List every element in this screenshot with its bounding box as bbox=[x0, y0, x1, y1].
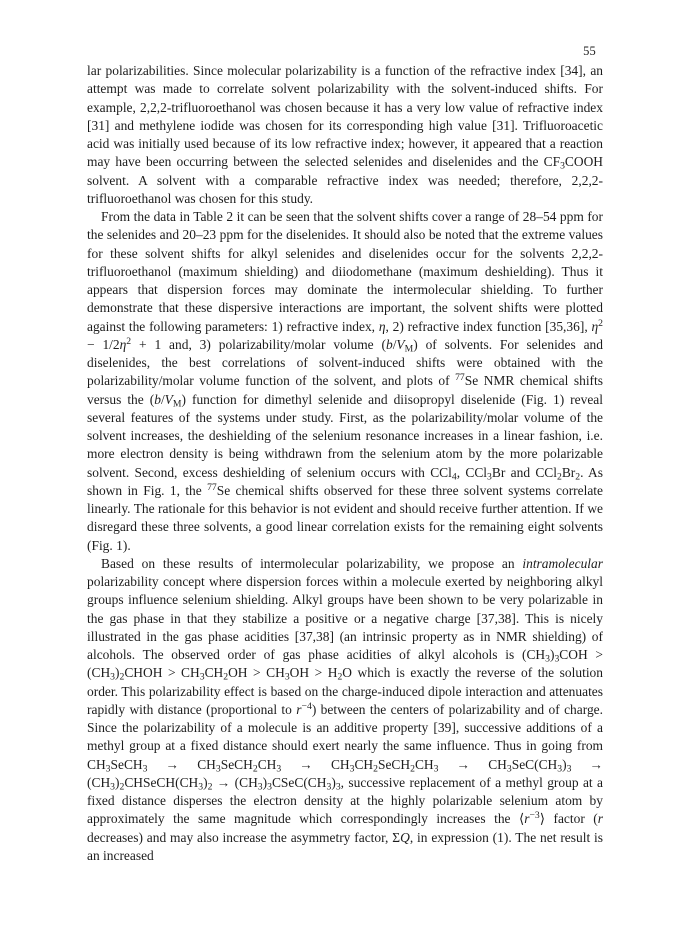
subscript: 3 bbox=[554, 653, 560, 665]
text-run: COH > (CH bbox=[87, 647, 603, 681]
text-run: Se NMR chemical shifts versus the ( bbox=[87, 373, 603, 407]
subscript: 2 bbox=[223, 671, 229, 683]
subscript: 3 bbox=[433, 763, 439, 775]
text-run: → (CH bbox=[212, 774, 258, 790]
superscript: 77 bbox=[207, 481, 217, 493]
text-run: SeCH bbox=[220, 756, 253, 772]
text-run: Br and CCl bbox=[491, 464, 557, 480]
text-run: → CH bbox=[438, 756, 507, 772]
text-run: → (CH bbox=[87, 756, 604, 790]
subscript: 3 bbox=[557, 763, 563, 775]
subscript: 3 bbox=[198, 781, 204, 793]
italic-run: r bbox=[597, 811, 603, 827]
text-run: → CH bbox=[147, 756, 216, 772]
subscript: 3 bbox=[349, 763, 355, 775]
text-run: CSeC(CH bbox=[271, 774, 327, 790]
subscript: 2 bbox=[575, 471, 581, 483]
subscript: 3 bbox=[335, 781, 341, 793]
superscript: 77 bbox=[455, 372, 465, 384]
text-run: Based on these results of intermolecular polarizability, we propose an bbox=[101, 555, 523, 571]
subscript: 3 bbox=[284, 671, 290, 683]
subscript: 2 bbox=[119, 781, 125, 793]
text-run: ) bbox=[203, 774, 208, 790]
text-run: CHOH > CH bbox=[124, 665, 200, 681]
text-run: OH > H bbox=[289, 665, 338, 681]
italic-run: r bbox=[524, 811, 530, 827]
subscript: 2 bbox=[119, 671, 125, 683]
text-run: → CH bbox=[281, 756, 350, 772]
text-run: O which is exactly the reverse of the solution order. This polarizability effect is based on the charge-induced dipole interaction and attenuates rapidly with distance (proportional to bbox=[87, 665, 603, 717]
subscript: 3 bbox=[487, 471, 492, 483]
subscript: 2 bbox=[410, 763, 415, 775]
italic-run: b bbox=[385, 336, 393, 352]
text-run: + 1 and, 3) polarizability/molar volume ( bbox=[131, 336, 386, 352]
text-run: ) bbox=[549, 647, 555, 662]
text-run: , successive replacement of a methyl group at a fixed distance disperses the electron density at the highly polarizable selenium atom by approximately the same magnitude which correspondingly increases the ⟨ bbox=[87, 774, 603, 827]
paragraph-solvent-polarizability bbox=[87, 62, 603, 208]
subscript: 2 bbox=[207, 781, 213, 793]
italic-run: b bbox=[154, 391, 161, 407]
subscript: 3 bbox=[215, 763, 221, 775]
text-run: ) bbox=[115, 774, 120, 790]
subscript: 2 bbox=[252, 763, 258, 775]
superscript: −3 bbox=[529, 810, 540, 822]
italic-run: η bbox=[591, 318, 599, 334]
text-run: ) bbox=[562, 756, 567, 772]
text-run: ) of solvents. For selenides and diselenides, the best correlations of solvent-induced shifts were obtained with the polarizability/molar volume function of the solvent, and plots of bbox=[87, 336, 603, 389]
paragraph-intramolecular-polarizability bbox=[87, 555, 603, 865]
italic-run: intramolecular bbox=[522, 555, 603, 571]
subscript: 4 bbox=[451, 471, 457, 483]
paragraph-solvent-shifts bbox=[87, 208, 603, 555]
text-run: ⟩ factor ( bbox=[539, 811, 598, 827]
text-run: decreases) and may also increase the asymmetry factor, Σ bbox=[87, 829, 401, 845]
text-run: OH > CH bbox=[228, 665, 285, 681]
subscript: 2 bbox=[337, 671, 343, 683]
text-run: CH bbox=[354, 756, 374, 772]
subscript: M bbox=[172, 398, 182, 410]
text-run: Br bbox=[561, 464, 576, 480]
italic-run: r bbox=[296, 701, 302, 717]
text-run: − 1/2 bbox=[87, 336, 120, 352]
subscript: 3 bbox=[105, 763, 111, 775]
italic-run: η bbox=[119, 336, 127, 352]
subscript: 3 bbox=[110, 781, 115, 793]
subscript: 3 bbox=[326, 781, 332, 793]
text-run: From the data in Table 2 it can be seen that the solvent shifts cover a range of 28–54 ppm for the selenides and 20–23 ppm for the diselenides. It should also be noted that the extreme values for these solvent shifts for alkyl selenides and diselenides occur for the solvents 2,2,2-trifluoroethanol (maximum shielding) and diiodomethane (maximum deshielding). Thus it appears that dispersion forces may dominate the intermolecular shielding. To further demonstrate that these dispersive interactions are important, the solvent shifts were plotted against the following parameters: 1) refractive index, bbox=[87, 209, 603, 334]
text-run: . As shown in Fig. 1, the bbox=[87, 464, 603, 498]
superscript: 2 bbox=[598, 317, 603, 329]
text-run: ) bbox=[115, 665, 120, 681]
subscript: 2 bbox=[557, 471, 562, 483]
italic-run: V bbox=[396, 336, 405, 352]
subscript: 3 bbox=[110, 671, 115, 683]
text-run: , CCl bbox=[456, 464, 488, 480]
text-run: / bbox=[160, 391, 165, 407]
subscript: 3 bbox=[257, 781, 263, 793]
text-run: CH bbox=[204, 665, 224, 681]
subscript: 3 bbox=[199, 671, 205, 683]
subscript: 3 bbox=[560, 160, 565, 172]
subscript: 3 bbox=[566, 763, 572, 775]
text-run: polarizability concept where dispersion forces within a molecule exerted by neighboring alkyl groups influence selenium shielding. Alkyl groups have been shown to be very polarizable in the gas phase in that they stabilize a positive or a negative charge [37,38]. This is nicely illustrated in the gas phase acidities [37,38] (an intrinsic property as in NMR shielding) of alcohols. The observed order of gas phase acidities of alkyl alcohols is (CH bbox=[87, 574, 603, 662]
subscript: M bbox=[404, 343, 414, 355]
text-run: SeCH bbox=[110, 756, 143, 772]
italic-run: V bbox=[164, 391, 173, 407]
subscript: 3 bbox=[545, 653, 550, 665]
text-run: ) between the centers of polarizability and of charge. Since the polarizability of a molecule is an additive property [39], successive additions of a methyl group at a fixed distance should exert nearly the same influence. Thus in going from CH bbox=[87, 701, 603, 772]
subscript: 3 bbox=[276, 763, 282, 775]
subscript: 2 bbox=[373, 763, 378, 775]
text-run: SeCH bbox=[377, 756, 411, 772]
text-run: , 2) refractive index function [35,36], bbox=[385, 318, 592, 334]
text-run: lar polarizabilities. Since molecular polarizability is a function of the refractive index [34], an attempt was made to correlate solvent polarizability with the solvent-induced shifts. For example, 2,2,2-trifluoroethanol was chosen because it has a very low value of refractive index [31] and methylene iodide was chosen for its corresponding high value [31]. Trifluoroacetic acid was initially used because of its low refractive index; however, it appeared that a reaction may have been occurring between the selected selenides and diselenides and the CF bbox=[87, 63, 603, 170]
italic-run: η bbox=[378, 318, 386, 334]
subscript: 3 bbox=[267, 781, 272, 793]
text-run: COOH solvent. A solvent with a comparable refractive index was needed; therefore, 2,2,2-trifluoroethanol was chosen for this study. bbox=[87, 154, 603, 206]
text-run: CH bbox=[414, 756, 434, 772]
text-run: ) bbox=[331, 774, 336, 790]
text-run: SeC(CH bbox=[511, 756, 558, 772]
text-run: , in expression (1). The net result is an increased bbox=[87, 829, 603, 863]
superscript: 2 bbox=[126, 335, 132, 347]
subscript: 3 bbox=[506, 763, 512, 775]
subscript: 3 bbox=[142, 763, 148, 775]
italic-run: Q bbox=[400, 829, 410, 845]
text-run: CHSeCH(CH bbox=[124, 774, 199, 790]
superscript: −4 bbox=[301, 700, 312, 712]
text-run: CH bbox=[257, 756, 277, 772]
text-run: Se chemical shifts observed for these three solvent systems correlate linearly. The rationale for this behavior is not evident and should receive further attention. If we disregard these three solvents, a good linear correlation exists for the remaining eight solvents (Fig. 1). bbox=[87, 482, 603, 553]
text-run: ) function for dimethyl selenide and diisopropyl diselenide (Fig. 1) reveal several features of the systems under study. First, as the polarizability/molar volume of the solvent increases, the deshielding of the selenium resonance increases in a linear fashion, i.e. more electron density is being withdrawn from the selenium atom by the more polarizable solvent. Second, excess deshielding of selenium occurs with CCl bbox=[87, 391, 604, 480]
text-run: / bbox=[392, 336, 397, 352]
page-number: 55 bbox=[583, 44, 596, 58]
body-text bbox=[87, 62, 603, 865]
text-run: ) bbox=[262, 774, 268, 790]
